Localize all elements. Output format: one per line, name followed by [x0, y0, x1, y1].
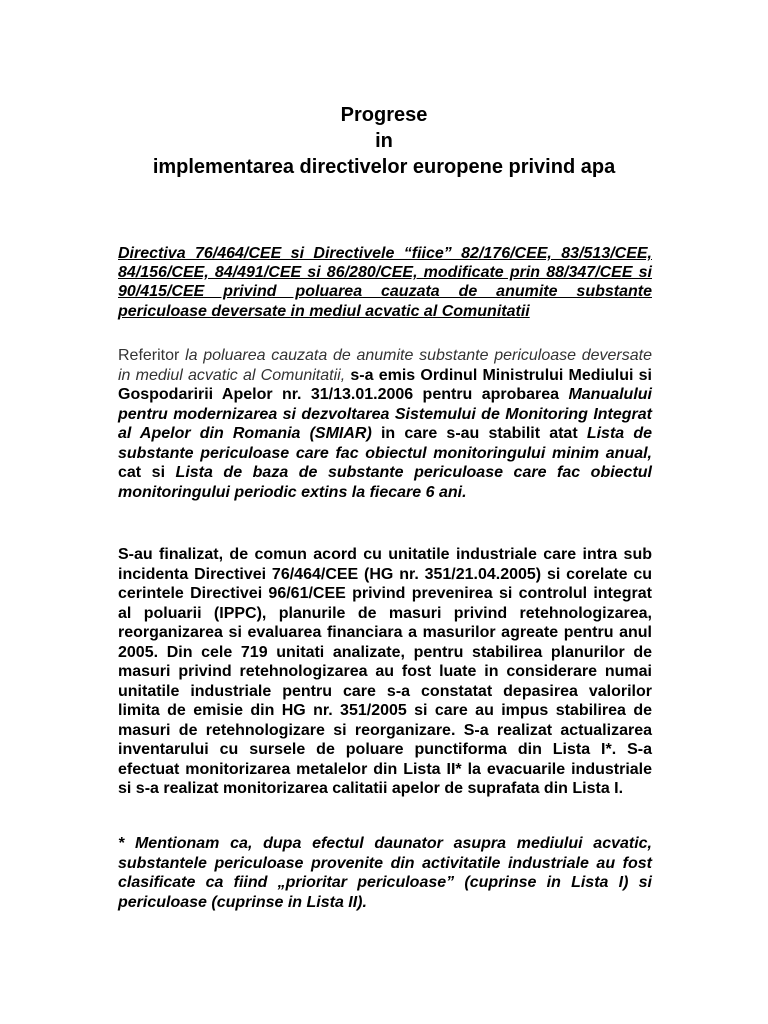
- paragraph-1-list-extended: Lista de baza de substante periculoase care fac obiectul monitoringului periodic extins la fiecare 6 ani.: [118, 464, 652, 501]
- document-title-line-1: Progrese: [340, 104, 428, 126]
- paragraph-1-manual: Manualului pentru modernizarea si dezvoltarea Sistemului de Monitoring Integrat al Apelor din Romania (SMIAR): [118, 386, 652, 442]
- document-title-line-2: in: [375, 130, 393, 152]
- paragraph-1-list-minimal: Lista de substante periculoase care fac obiectul monitoringului minim anual,: [118, 425, 652, 462]
- paragraph-1: [118, 346, 652, 502]
- document-title-line-3: implementarea directivelor europene privind apa: [152, 156, 616, 178]
- section-heading: Directiva 76/464/CEE si Directivele “fiice” 82/176/CEE, 83/513/CEE, 84/156/CEE, 84/491/CEE si 86/280/CEE, modificate prin 88/347/CEE si 90/415/CEE privind poluarea cauzata de anumite substante periculoase deversate in mediul acvatic al Comunitatii: [118, 245, 652, 320]
- paragraph-1-topic: la poluarea cauzata de anumite substante periculoase deversate in mediul acvatic al Comunitatii,: [118, 347, 652, 384]
- paragraph-1-intro: Referitor: [118, 347, 186, 364]
- paragraph-1-connector: in care s-au stabilit atat: [371, 425, 587, 442]
- paragraph-2: S-au finalizat, de comun acord cu unitatile industriale care intra sub incidenta Directivei 76/464/CEE (HG nr. 351/21.04.2005) si corelate cu cerintele Directivei 96/61/CEE privind prevenirea si controlul integrat al poluarii (IPPC), planurile de masuri privind retehnologizarea, reorganizarea si evaluarea financiara a masurilor agreate pentru anul 2005. Din cele 719 unitati analizate, pentru stabilirea planurilor de masuri privind retehnologizarea au fost luate in considerare numai unitatile industriale pentru care s-a constatat depasirea valorilor limita de emisie din HG nr. 351/2005 si care au impus stabilirea de masuri de retehnologizare si reorganizare. S-a realizat actualizarea inventarului cu sursele de poluare punctiforma din Lista I*. S-a efectuat monitorizarea metalelor din Lista II* la evacuarile industriale si s-a realizat monitorizarea calitatii apelor de suprafata din Lista I.: [118, 546, 652, 797]
- paragraph-1-connector-2: cat si: [118, 464, 176, 481]
- footnote-paragraph: * Mentionam ca, dupa efectul daunator asupra mediului acvatic, substantele periculoase provenite din activitatile industriale au fost clasificate ca fiind „prioritar periculoase” (cuprinse in Lista I) si periculoase (cuprinse in Lista II).: [118, 835, 652, 911]
- paragraph-1-order: s-a emis Ordinul Ministrului Mediului si Gospodaririi Apelor nr. 31/13.01.2006 pentru aprobarea: [118, 366, 652, 403]
